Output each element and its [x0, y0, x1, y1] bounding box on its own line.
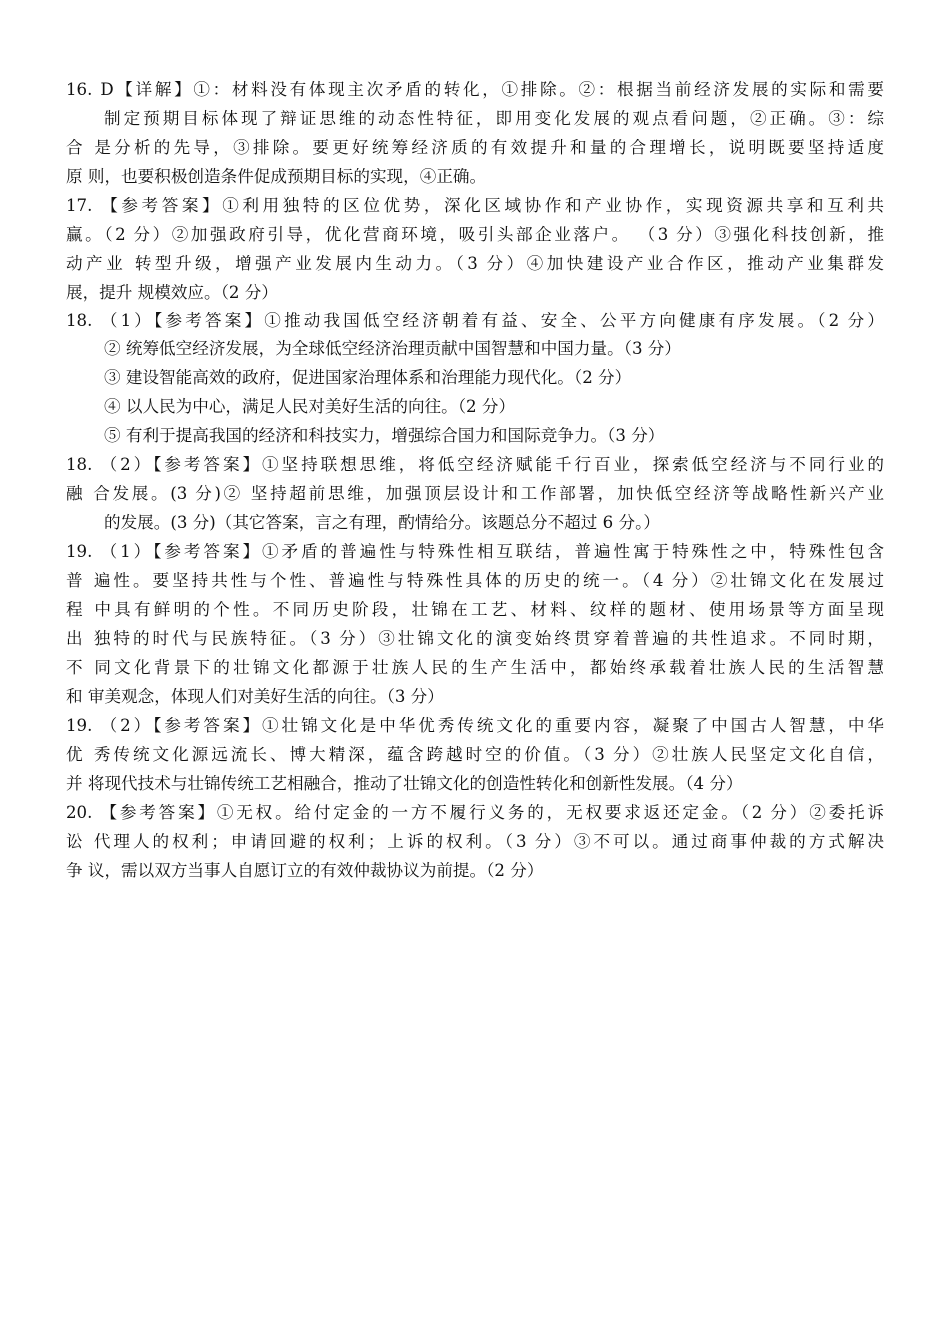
text-line: 出 独特的时代与民族特征。（3 分）③壮锦文化的演变始终贯穿着普遍的共性追求。不同时期， — [66, 629, 884, 648]
text-line: 展，提升 规模效应。（2 分） — [66, 283, 278, 302]
text-line: 并 将现代技术与壮锦传统工艺相融合，推动了壮锦文化的创造性转化和创新性发展。（4 分） — [66, 774, 743, 793]
text-line: 19. （2）【参考答案】①壮锦文化是中华优秀传统文化的重要内容，凝聚了中国古人智慧，中华 — [66, 716, 884, 735]
text-line: 赢。（2 分）②加强政府引导，优化营商环境，吸引头部企业落户。 （3 分）③强化科技创新，推 — [66, 225, 884, 244]
text-line: 18. （2）【参考答案】①坚持联想思维，将低空经济赋能千行百业，探索低空经济与不同行业的 — [66, 455, 884, 474]
text-line: 原 则，也要积极创造条件促成预期目标的实现，④正确。 — [66, 167, 487, 186]
text-line: 程 中具有鲜明的个性。不同历史阶段，壮锦在工艺、材料、纹样的题材、使用场景等方面呈现 — [66, 600, 884, 619]
text-line: 制定预期目标体现了辩证思维的动态性特征，即用变化发展的观点看问题，②正确。③：综 — [104, 109, 884, 128]
text-line: 19. （1）【参考答案】①矛盾的普遍性与特殊性相互联结，普遍性寓于特殊性之中，特殊性包含 — [66, 542, 884, 561]
text-line: 动产业 转型升级，增强产业发展内生动力。（3 分）④加快建设产业合作区，推动产业集群发 — [66, 254, 884, 273]
text-line: 和 审美观念，体现人们对美好生活的向往。（3 分） — [66, 687, 444, 706]
text-line: 讼 代理人的权利；申请回避的权利；上诉的权利。（3 分）③不可以。通过商事仲裁的方式解决 — [66, 832, 884, 851]
text-line: 20. 【参考答案】①无权。给付定金的一方不履行义务的，无权要求返还定金。（2 分）②委托诉 — [66, 803, 884, 822]
text-line: ③ 建设智能高效的政府，促进国家治理体系和治理能力现代化。（2 分） — [104, 368, 632, 387]
text-line: 争 议，需以双方当事人自愿订立的有效仲裁协议为前提。（2 分） — [66, 861, 544, 880]
text-line: 18. （1）【参考答案】①推动我国低空经济朝着有益、安全、公平方向健康有序发展。（2 分） — [66, 311, 884, 330]
text-line: 合 是分析的先导，③排除。要更好统筹经济质的有效提升和量的合理增长，说明既要坚持适度 — [66, 138, 884, 157]
text-line: ⑤ 有利于提高我国的经济和科技实力，增强综合国力和国际竞争力。（3 分） — [104, 426, 665, 445]
text-line: 17. 【参考答案】①利用独特的区位优势，深化区域协作和产业协作，实现资源共享和互利共 — [66, 196, 884, 215]
text-line: ④ 以人民为中心，满足人民对美好生活的向往。（2 分） — [104, 397, 516, 416]
text-line: 不 同文化背景下的壮锦文化都源于壮族人民的生产生活中，都始终承载着壮族人民的生活智慧 — [66, 658, 884, 677]
text-line: 融 合发展。(3 分)② 坚持超前思维，加强顶层设计和工作部署，加快低空经济等战略性新兴产业 — [66, 484, 884, 503]
text-line: 16. D【详解】①：材料没有体现主次矛盾的转化，①排除。②：根据当前经济发展的实际和需要 — [66, 80, 884, 99]
text-line: 优 秀传统文化源远流长、博大精深，蕴含跨越时空的价值。（3 分）②壮族人民坚定文化自信， — [66, 745, 884, 764]
text-line: ② 统筹低空经济发展，为全球低空经济治理贡献中国智慧和中国力量。（3 分） — [104, 339, 681, 358]
text-line: 的发展。(3 分)（其它答案，言之有理，酌情给分。该题总分不超过 6 分。） — [104, 513, 660, 532]
text-line: 普 遍性。要坚持共性与个性、普遍性与特殊性具体的历史的统一。（4 分）②壮锦文化在发展过 — [66, 571, 884, 590]
